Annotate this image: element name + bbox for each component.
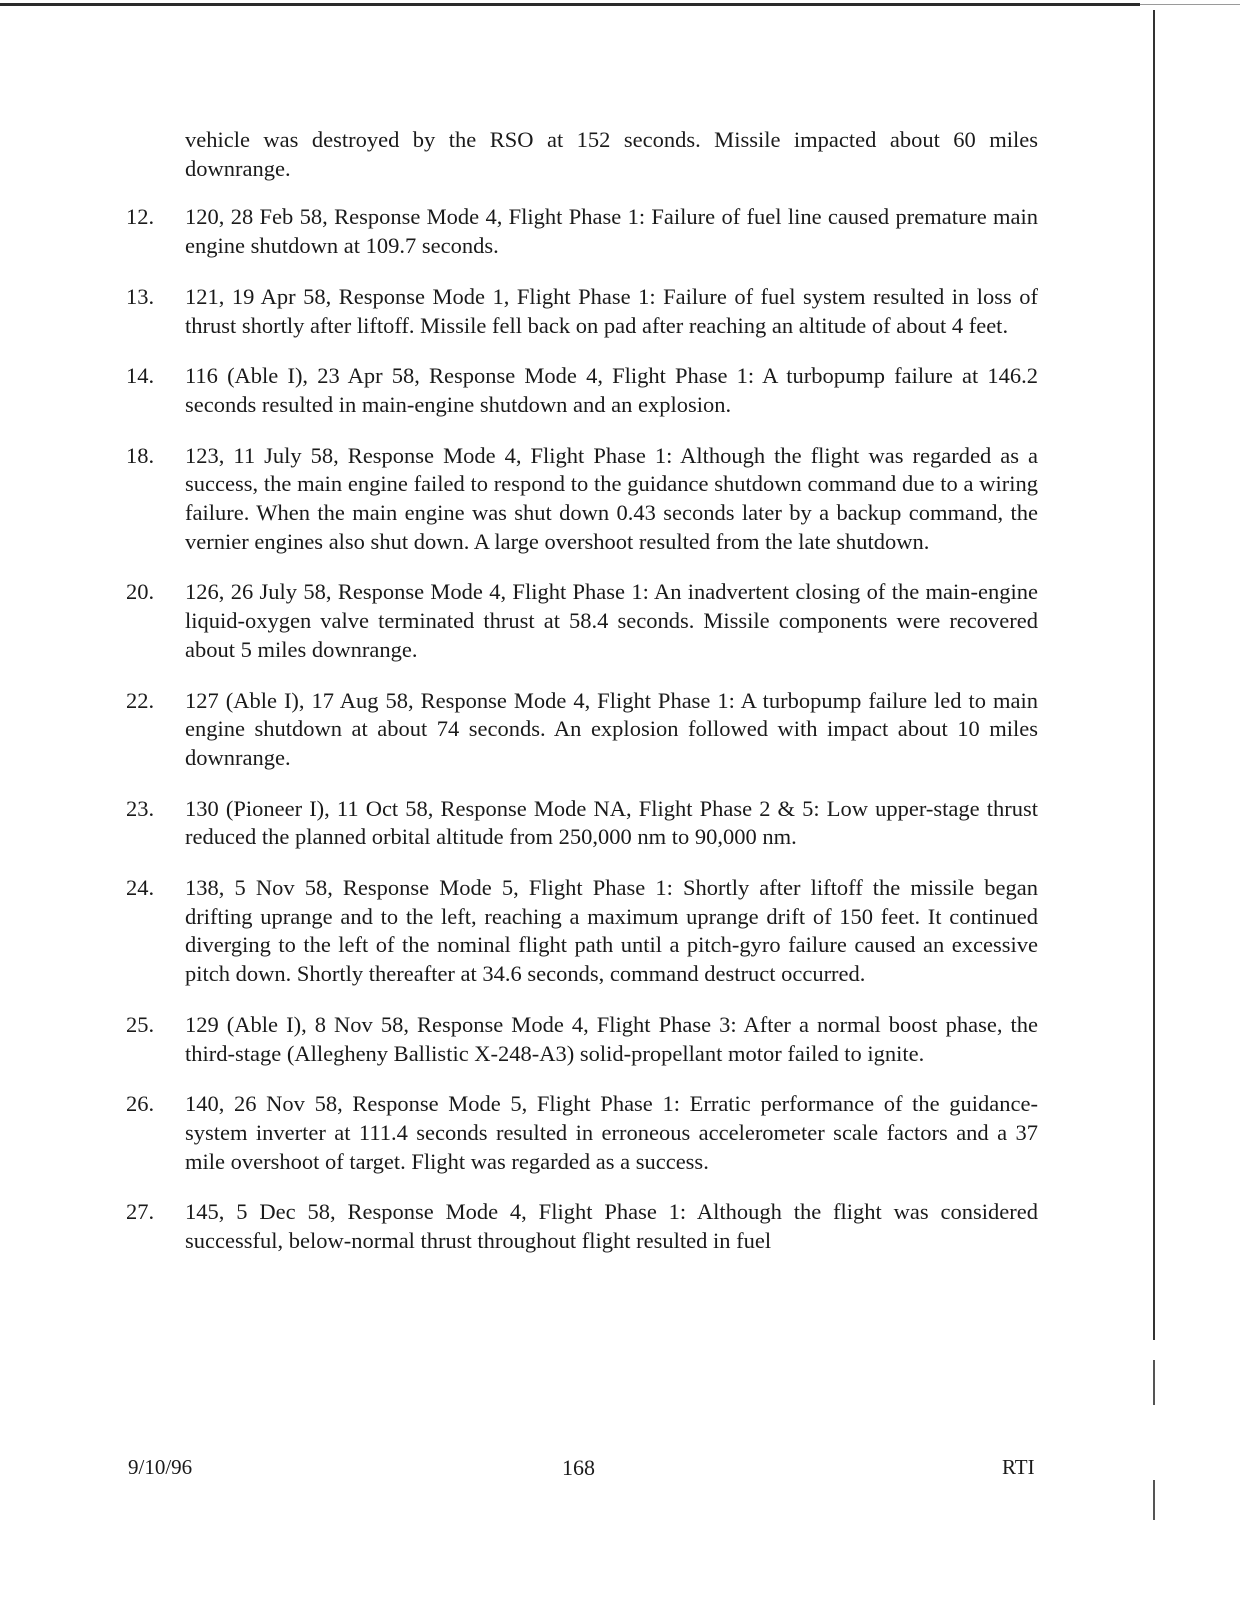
item-text: 123, 11 July 58, Response Mode 4, Flight Phase 1: Although the flight was regarded as a success, the main engine failed to respond to the guidance shutdown command due to a wiring failure. When the main engine was shut down 0.43 seconds later by a backup command, the vernier engines also shut down. A large overshoot resulted from the late shutdown. bbox=[185, 442, 1038, 554]
footer-organization: RTI bbox=[1002, 1455, 1035, 1479]
item-number: 13. bbox=[126, 283, 155, 309]
item-number: 25. bbox=[126, 1011, 155, 1037]
item-text: 120, 28 Feb 58, Response Mode 4, Flight Phase 1: Failure of fuel line caused premature main engine shutdown at 109.7 seconds. bbox=[185, 204, 1038, 259]
item-text: 121, 19 Apr 58, Response Mode 1, Flight Phase 1: Failure of fuel system resulted in loss of thrust shortly after liftoff. Missile fell back on pad after reaching an altitude of about 4 feet. bbox=[185, 283, 1038, 338]
item-number: 22. bbox=[126, 687, 155, 713]
item-number: 26. bbox=[126, 1091, 155, 1117]
footer-date: 9/10/96 bbox=[128, 1455, 193, 1479]
list-item bbox=[0, 1198, 1038, 1255]
list-item bbox=[0, 687, 1038, 773]
item-text: 116 (Able I), 23 Apr 58, Response Mode 4, Flight Phase 1: A turbopump failure at 146.2 seconds resulted in main-engine shutdown and an explosion. bbox=[185, 363, 1038, 417]
item-text: 130 (Pioneer I), 11 Oct 58, Response Mode NA, Flight Phase 2 & 5: Low upper-stage thrust reduced the planned orbital altitude from 250,000 nm to 90,000 nm. bbox=[185, 795, 1038, 850]
item-text: 126, 26 July 58, Response Mode 4, Flight Phase 1: An inadvertent closing of the main-engine liquid-oxygen valve terminated thrust at 58.4 seconds. Missile components were recovered about 5 miles downrange. bbox=[185, 579, 1038, 662]
page-footer bbox=[0, 1455, 1240, 1485]
list-item bbox=[0, 1011, 1038, 1068]
list-item bbox=[0, 795, 1038, 852]
list-item bbox=[0, 1090, 1038, 1176]
top-border-rule-thin bbox=[1140, 4, 1240, 5]
item-text: 129 (Able I), 8 Nov 58, Response Mode 4, Flight Phase 3: After a normal boost phase, the third-stage (Allegheny Ballistic X-248-A3) solid-propellant motor failed to ignite. bbox=[185, 1011, 1038, 1066]
list-item bbox=[0, 203, 1038, 260]
list-item bbox=[0, 362, 1038, 419]
list-item bbox=[0, 578, 1038, 664]
item-text: 140, 26 Nov 58, Response Mode 5, Flight Phase 1: Erratic performance of the guidance-system inverter at 111.4 seconds resulted in erroneous accelerometer scale factors and a 37 mile overshoot of target. Flight was regarded as a success. bbox=[185, 1091, 1038, 1174]
right-margin-rule-fragment bbox=[1153, 1360, 1155, 1405]
item-number: 24. bbox=[126, 875, 155, 901]
item-text: 138, 5 Nov 58, Response Mode 5, Flight Phase 1: Shortly after liftoff the missile began drifting uprange and to the left, reaching a maximum uprange drift of 150 feet. It continued diverging to the left of the nominal flight path until a pitch-gyro failure caused an excessive pitch down. Shortly thereafter at 34.6 seconds, command destruct occurred. bbox=[185, 875, 1038, 987]
document-body bbox=[0, 126, 1240, 1278]
item-text: vehicle was destroyed by the RSO at 152 seconds. Missile impacted about 60 miles downrange. bbox=[185, 127, 1038, 181]
item-number: 23. bbox=[126, 795, 155, 821]
item-text: 145, 5 Dec 58, Response Mode 4, Flight Phase 1: Although the flight was considered successful, below-normal thrust throughout flight resulted in fuel bbox=[185, 1199, 1038, 1254]
list-item bbox=[0, 283, 1038, 340]
item-number: 14. bbox=[126, 363, 155, 389]
item-number: 20. bbox=[126, 579, 155, 605]
item-text: 127 (Able I), 17 Aug 58, Response Mode 4, Flight Phase 1: A turbopump failure led to main engine shutdown at about 74 seconds. An explosion followed with impact about 10 miles downrange. bbox=[185, 687, 1038, 770]
list-item bbox=[0, 874, 1038, 989]
right-margin-rule-fragment bbox=[1153, 1480, 1155, 1520]
item-number: 18. bbox=[126, 442, 155, 468]
top-border-rule bbox=[0, 3, 1140, 6]
list-item bbox=[0, 442, 1038, 557]
page-number: 168 bbox=[562, 1455, 595, 1480]
list-item bbox=[0, 126, 1038, 183]
item-number: 12. bbox=[126, 204, 155, 230]
item-number: 27. bbox=[126, 1199, 155, 1225]
